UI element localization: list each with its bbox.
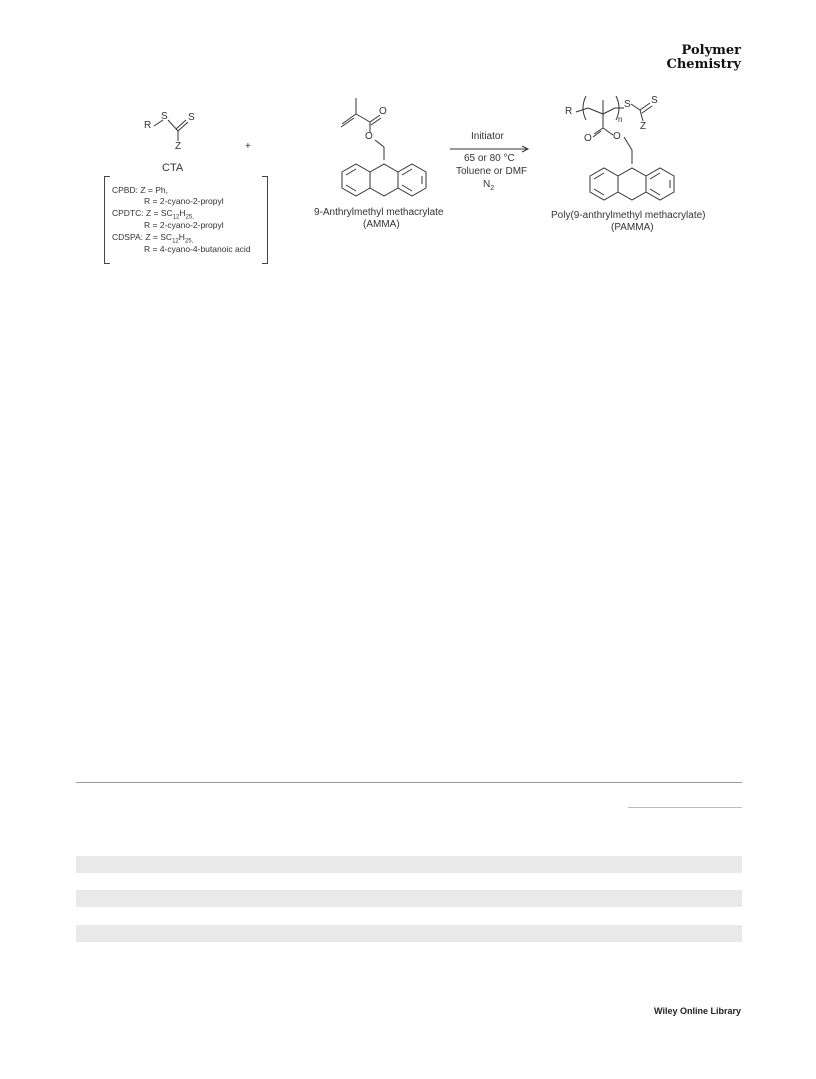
bracket-left	[104, 176, 110, 264]
footer-library: Wiley Online Library	[654, 1006, 741, 1016]
amma-bond-2	[342, 114, 356, 124]
cta-label: CTA	[162, 162, 184, 174]
amma-atom-o2: O	[365, 131, 373, 142]
cta-atom-r: R	[144, 120, 152, 131]
table-row-shade	[76, 890, 742, 907]
amma-inner-1	[346, 169, 356, 175]
pamma-inner-3	[650, 173, 660, 179]
pamma-inner-4	[650, 189, 660, 195]
cta-bond-2	[168, 120, 178, 131]
polymer-paren-left	[583, 96, 586, 120]
pamma-atom-r: R	[565, 106, 573, 117]
pamma-bond-13	[640, 110, 643, 121]
pamma-ring-left	[590, 168, 618, 200]
cta-line-2: R = 2-cyano-2-propyl	[144, 196, 224, 206]
monomer-abbr: (AMMA)	[363, 219, 400, 230]
arrow-atmosphere: $N_2$	[483, 179, 495, 192]
pamma-bond-11	[631, 104, 640, 110]
pamma-atom-s2: S	[651, 95, 658, 106]
cta-atom-s1: S	[161, 111, 168, 122]
pamma-atom-z: Z	[640, 121, 647, 132]
amma-bond-6	[375, 140, 384, 147]
amma-ring-mid	[370, 164, 398, 196]
pamma-bond-2	[588, 108, 603, 114]
pamma-inner-2	[594, 189, 604, 195]
amma-inner-3	[402, 169, 412, 175]
table-row-shade	[76, 925, 742, 942]
amma-ring-left	[342, 164, 370, 196]
polymer-name: Poly(9-anthrylmethyl methacrylate)	[551, 210, 706, 221]
table-top-rule	[76, 782, 742, 783]
cta-line-3: CPDTC: $Z = SC_{12}H_{25,}$	[112, 208, 194, 221]
cta-line-6: R = 4-cyano-4-butanoic acid	[144, 244, 251, 254]
monomer-name: 9-Anthrylmethyl methacrylate	[314, 207, 444, 218]
pamma-subscript-n: n	[618, 115, 623, 124]
pamma-atom-o2: O	[613, 131, 621, 142]
amma-bond-4b	[371, 118, 381, 125]
pamma-ring-mid	[618, 168, 646, 200]
arrow-initiator: Initiator	[471, 131, 504, 142]
table-row-shade	[76, 856, 742, 873]
amma-inner-2	[346, 185, 356, 191]
pamma-bond-1	[576, 108, 588, 112]
pamma-bond-8	[603, 128, 613, 135]
amma-bond-2b	[341, 118, 354, 127]
plus-sign: +	[245, 141, 251, 152]
cta-line-1: CPBD: Z = Ph,	[112, 185, 168, 195]
pamma-bond-9	[624, 137, 632, 150]
bracket-right	[262, 176, 268, 264]
journal-line1: Polymer	[681, 43, 741, 58]
arrow-solvent: Toluene or DMF	[456, 166, 528, 177]
journal-line2: Chemistry	[666, 57, 741, 72]
amma-atom-o1: O	[379, 106, 387, 117]
amma-bond-3	[356, 114, 370, 122]
cta-line-5: CDSPA: $Z = SC_{12}H_{25,}$	[112, 232, 194, 245]
cta-atom-s2: S	[188, 112, 195, 123]
pamma-inner-1	[594, 173, 604, 179]
pamma-atom-o1: O	[584, 133, 592, 144]
pamma-bond-3	[603, 108, 615, 114]
cta-atom-z: Z	[175, 141, 182, 152]
table-header-subrule	[628, 807, 742, 808]
pamma-atom-s1: S	[624, 99, 631, 110]
cta-line-4: R = 2-cyano-2-propyl	[144, 220, 224, 230]
polymer-abbr: (PAMMA)	[611, 222, 654, 233]
arrow-temp: 65 or 80 °C	[464, 153, 515, 164]
cta-list-box	[104, 176, 268, 262]
amma-inner-4	[402, 185, 412, 191]
